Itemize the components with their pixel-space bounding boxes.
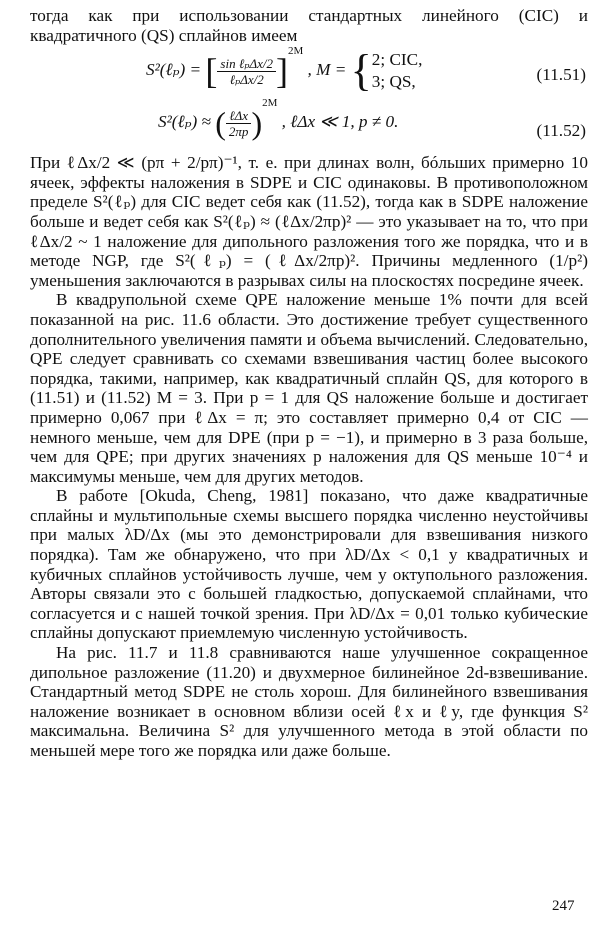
eq51-m-label: , M = xyxy=(307,60,347,80)
equation-11-51: S²(ℓₚ) = [ $\frac{\text{sin ℓₚΔx/2}}{\text{ℓₚΔx/2}}$ ]$^{2M}$ , M = { 2; CIC, 3; QS, (11.51) xyxy=(146,45,586,96)
eq51-lhs: S²(ℓₚ) = xyxy=(146,60,202,80)
eq52-condition: , ℓΔx ≪ 1, p ≠ 0. xyxy=(281,112,399,132)
eq51-exponent: 2M xyxy=(287,45,304,58)
eq51-cases: 2; CIC, 3; QS, xyxy=(371,50,423,92)
eq52-exponent: 2M xyxy=(262,97,278,110)
intro-text: тогда как при использовании стандартных линейного (CIC) и квадратичного (QS) сплайнов имеем xyxy=(30,6,588,45)
page-number: 247 xyxy=(552,898,575,914)
paragraph-1: При ℓΔx/2 ≪ (pπ + 2/pπ)⁻¹, т. е. при длинах волн, бóльших примерно 10 ячеек, эффекты наложения в SDPE и CIC одинаковы. В противоположном пределе S²(ℓₚ) для CIC ведет себя как (11.52), тогда как в SDPE наложение больше и ведет себя как S²(ℓₚ) ≈ (ℓΔx/2πp)² — это указывает на то, что при ℓΔx/2 ~ 1 наложение для дипольного разложения того же порядка, что и в методе NGP, где S²(ℓₚ) = (ℓΔx/2πp)². Причины медленного (1/p²) уменьшения заключаются в разрывах силы на плоскостях посредине ячеек. xyxy=(30,153,588,290)
eq52-lhs: S²(ℓₚ) ≈ xyxy=(158,112,211,132)
equation-11-52: S²(ℓₚ) ≈ ( $\frac{\text{ℓΔx}}{2\pi p}$ )$^{2M}$ , ℓΔx ≪ 1, p ≠ 0. (11.52) xyxy=(158,97,586,142)
eq52-fraction: $\frac{\text{ℓΔx}}{2\pi p}$ xyxy=(226,108,252,139)
page-body xyxy=(30,6,588,761)
eq51-fraction: $\frac{\text{sin ℓₚΔx/2}}{\text{ℓₚΔx/2}}$ xyxy=(217,56,276,87)
paragraph-3: В работе [Okuda, Cheng, 1981] показано, что даже квадратичные сплайны и мультипольные схемы высшего порядка численно неустойчивы при малых λD/Δx (мы это демонстрировали для взвешивания низкого порядка). Там же обнаружено, что при λD/Δx < 0,1 у квадратичных и кубичных сплайнов устойчивость лучше, чем у октупольного разложения. Авторы связали это с большей гладкостью, допускаемой сплайнами, что согласуется и с нашей точкой зрения. При λD/Δx = 0,01 только кубические сплайны допускают приемлемую численную устойчивость. xyxy=(30,486,588,643)
eq52-number: (11.52) xyxy=(536,121,586,141)
paragraph-2: В квадрупольной схеме QPE наложение меньше 1% почти для всей показанной на рис. 11.6 области. Это достижение требует существенного дополнительного увеличения памяти и объема вычислений. Следовательно, QPE следует сравнивать со схемами взвешивания частиц более высокого порядка, такими, например, как квадратичный сплайн QS, для которого в (11.51) и (11.52) M = 3. При p = 1 для QS наложение больше и достигает примерно 0,067 при ℓΔx = π; это составляет примерно 0,4 от CIC — немного меньше, чем для DPE (при p = −1), и примерно в 3 раза больше, чем для QPE; при других значениях p наложения для QS меньше 10⁻⁴ и максимумы меньше, чем для других методов. xyxy=(30,290,588,486)
paragraph-4: На рис. 11.7 и 11.8 сравниваются наше улучшенное сокращенное дипольное разложение (11.20) и двухмерное билинейное 2d-взвешивание. Стандартный метод SDPE не столь хорош. Для билинейного взвешивания наложение возникает в основном вблизи осей ℓx и ℓy, где функция S² максимальна. Величина S² для улучшенного метода в этой области по меньшей мере того же порядка или даже больше. xyxy=(30,643,588,760)
eq51-number: (11.51) xyxy=(536,65,586,85)
